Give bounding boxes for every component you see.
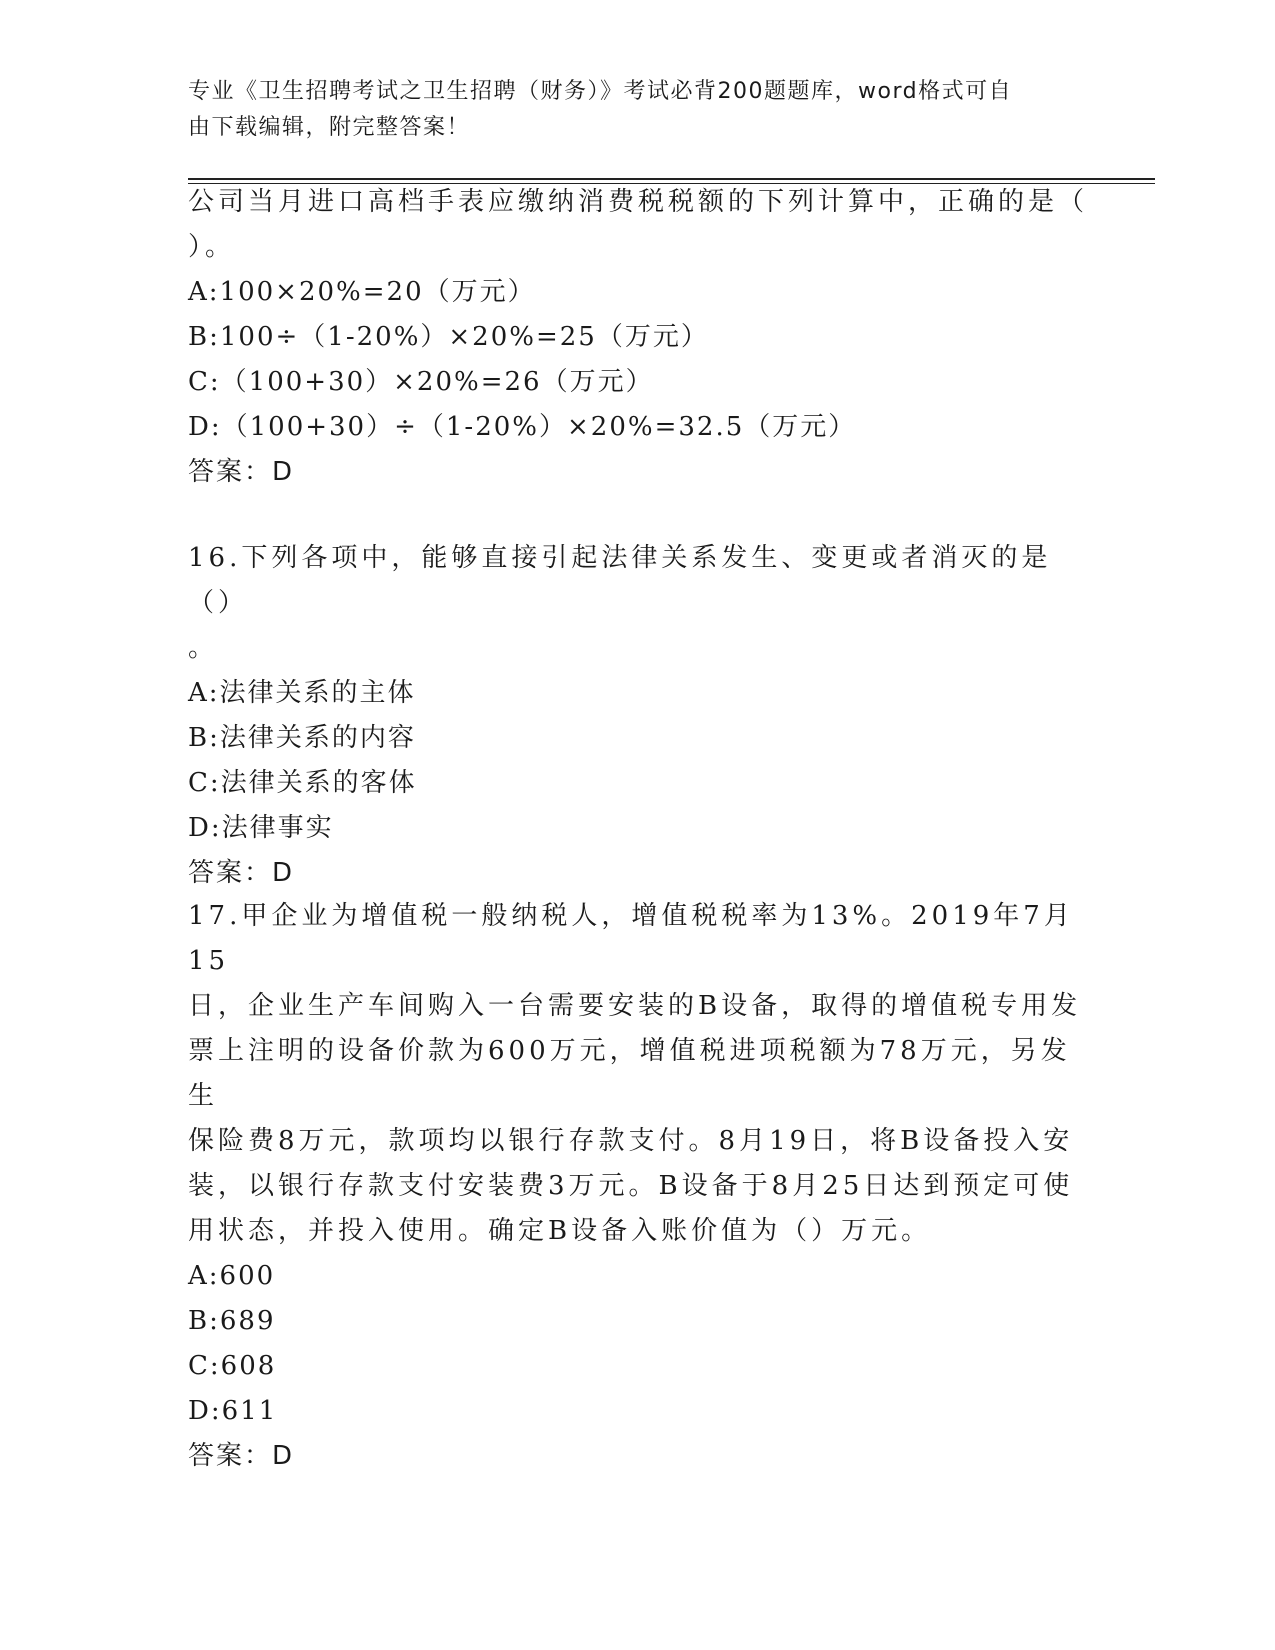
option-a: A:100×20%=20（万元） bbox=[188, 277, 536, 307]
question-text-line: 16.下列各项中，能够直接引起法律关系发生、变更或者消灭的是（） bbox=[188, 543, 1052, 618]
question-text-line: 17.甲企业为增值税一般纳税人，增值税税率为13%。2019年7月15 bbox=[188, 901, 1074, 976]
question-block bbox=[188, 180, 1088, 495]
option-d: D:法律事实 bbox=[188, 813, 334, 843]
option-c: C:法律关系的客体 bbox=[188, 768, 417, 798]
answer-line: 答案：D bbox=[188, 457, 295, 487]
question-text-line: 日，企业生产车间购入一台需要安装的B设备，取得的增值税专用发 bbox=[188, 991, 1082, 1021]
question-text-line: 用状态，并投入使用。确定B设备入账价值为（）万元。 bbox=[188, 1216, 932, 1246]
option-d: D:611 bbox=[188, 1396, 278, 1426]
option-b: B:法律关系的内容 bbox=[188, 723, 416, 753]
answer-line: 答案：D bbox=[188, 858, 295, 888]
option-b: B:689 bbox=[188, 1306, 276, 1336]
header-line: 专业《卫生招聘考试之卫生招聘（财务）》考试必背200题题库，word格式可自 bbox=[188, 79, 1013, 104]
question-text-line: 保险费8万元，款项均以银行存款支付。8月19日，将B设备投入安 bbox=[188, 1126, 1074, 1156]
header-line: 由下载编辑，附完整答案！ bbox=[188, 115, 471, 140]
document-header bbox=[188, 74, 1068, 146]
question-text-line: 。 bbox=[188, 633, 219, 663]
option-b: B:100÷（1-20%）×20%=25（万元） bbox=[188, 322, 709, 352]
question-text-line: 公司当月进口高档手表应缴纳消费税税额的下列计算中，正确的是（ bbox=[188, 187, 1089, 217]
question-text-line: 票上注明的设备价款为600万元，增值税进项税额为78万元，另发生 bbox=[188, 1036, 1071, 1111]
option-d: D:（100+30）÷（1-20%）×20%=32.5（万元） bbox=[188, 412, 857, 442]
question-block bbox=[188, 536, 1088, 896]
option-a: A:600 bbox=[188, 1261, 276, 1291]
option-a: A:法律关系的主体 bbox=[188, 678, 416, 708]
answer-line: 答案：D bbox=[188, 1441, 295, 1471]
option-c: C:608 bbox=[188, 1351, 277, 1381]
question-block bbox=[188, 894, 1088, 1479]
question-text-line: ）。 bbox=[188, 232, 236, 262]
question-text-line: 装，以银行存款支付安装费3万元。B设备于8月25日达到预定可使 bbox=[188, 1171, 1074, 1201]
option-c: C:（100+30）×20%=26（万元） bbox=[188, 367, 654, 397]
